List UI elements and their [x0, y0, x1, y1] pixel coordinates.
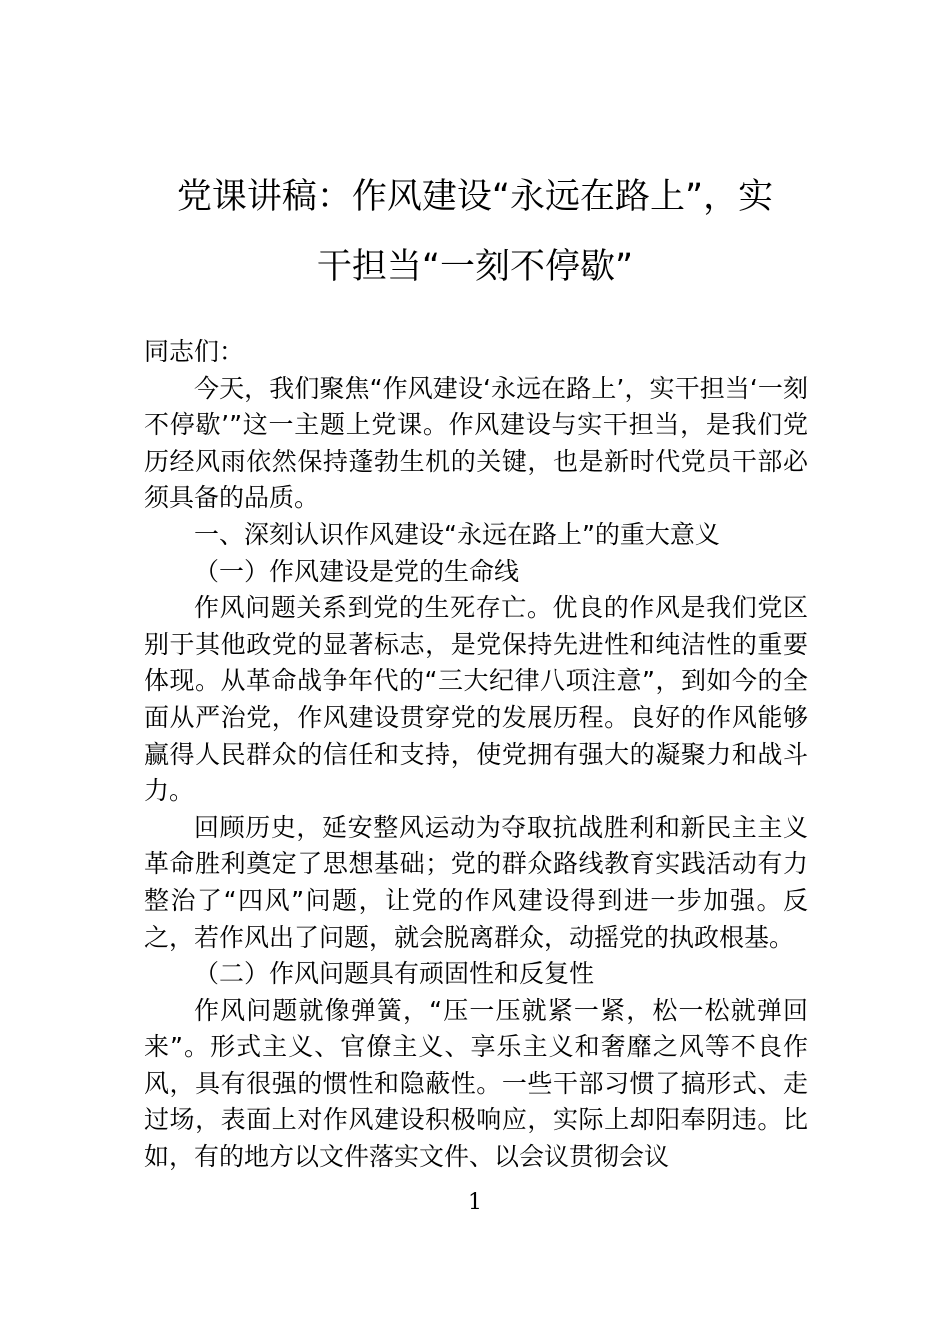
subsection-heading-1: （一）作风建设是党的生命线 — [194, 556, 520, 586]
paragraph-spring: 作风问题就像弹簧，“压一压就紧一紧，松一松就弹回来”。形式主义、官僚主义、享乐主义和奢靡之风等不良作风，具有很强的惯性和隐蔽性。一些干部习惯了搞形式、走过场，表面上对作风建设积极响应，实际上却阳奉阴违。比如，有的地方以文件落实文件、以会议贯彻会议 — [144, 995, 808, 1172]
paragraph-history: 回顾历史，延安整风运动为夺取抗战胜利和新民主主义革命胜利奠定了思想基础；党的群众路线教育实践活动有力整治了“四风”问题，让党的作风建设得到进一步加强。反之，若作风出了问题，就会脱离群众，动摇党的执政根基。 — [144, 812, 808, 952]
subsection-heading-2: （二）作风问题具有顽固性和反复性 — [194, 959, 595, 989]
section-heading-1: 一、深刻认识作风建设“永远在路上”的重大意义 — [194, 519, 720, 549]
title-line-1: 党课讲稿：作风建设“永远在路上”，实 — [176, 177, 774, 217]
paragraph-lifeline: 作风问题关系到党的生死存亡。优良的作风是我们党区别于其他政党的显著标志，是党保持先进性和纯洁性的重要体现。从革命战争年代的“三大纪律八项注意”，到如今的全面从严治党，作风建设贯穿党的发展历程。良好的作风能够赢得人民群众的信任和支持，使党拥有强大的凝聚力和战斗力。 — [144, 593, 808, 806]
page-number: 1 — [468, 1190, 482, 1215]
title-line-2: 干担当“一刻不停歇” — [316, 247, 634, 287]
document-title — [140, 162, 810, 302]
paragraph-intro: 今天，我们聚焦“作风建设‘永远在路上’，实干担当‘一刻不停歇’”这一主题上党课。作风建设与实干担当，是我们党历经风雨依然保持蓬勃生机的关键，也是新时代党员干部必须具备的品质。 — [144, 373, 808, 513]
document-body — [144, 334, 808, 1176]
salutation: 同志们： — [144, 337, 245, 366]
